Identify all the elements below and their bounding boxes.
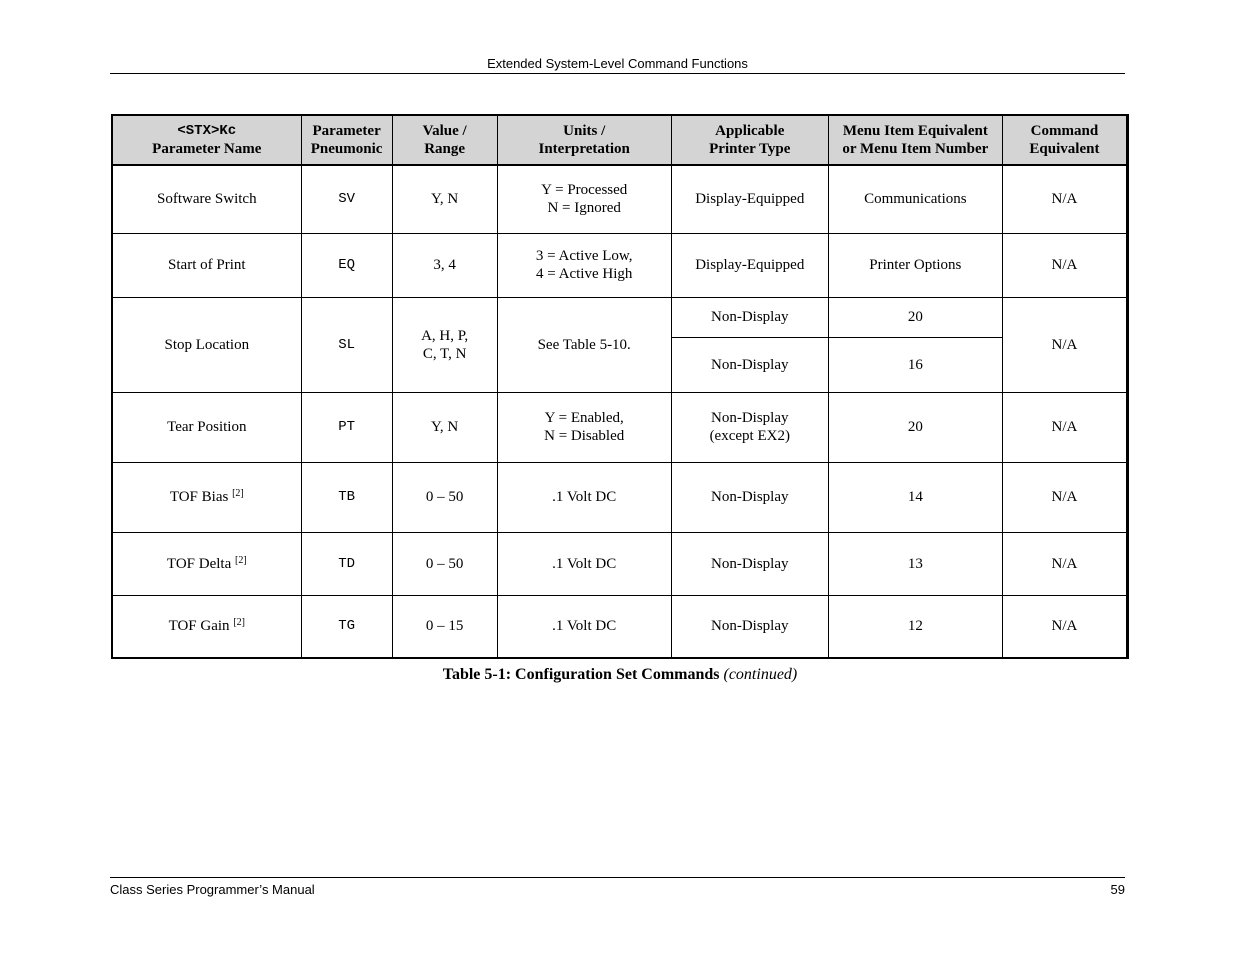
header-value-range: Value / Range	[392, 115, 497, 165]
cell-menu-item: 13	[828, 532, 1002, 595]
cell-command: N/A	[1002, 462, 1127, 532]
cell-menu-item: 20	[828, 297, 1002, 337]
header-parameter-name: <STX>Kc Parameter Name	[112, 115, 301, 165]
table-header-row	[112, 115, 1128, 165]
cell-command: N/A	[1002, 595, 1127, 658]
caption-suffix: (continued)	[723, 666, 798, 683]
cell-printer-type: Display-Equipped	[671, 165, 828, 233]
footnote-marker: [2]	[234, 554, 247, 566]
cell-value: Y, N	[392, 165, 497, 233]
cell-parameter-name: Stop Location	[112, 297, 301, 392]
cell-units: Y = Enabled, N = Disabled	[497, 392, 671, 462]
cell-command: N/A	[1002, 165, 1127, 233]
cell-parameter-name: TOF Gain [2]	[112, 595, 301, 658]
table-row	[112, 462, 1128, 532]
cell-value: 3, 4	[392, 233, 497, 297]
cell-value: 0 – 50	[392, 462, 497, 532]
cell-command: N/A	[1002, 392, 1127, 462]
header-units-interpretation: Units / Interpretation	[497, 115, 671, 165]
cell-units: Y = Processed N = Ignored	[497, 165, 671, 233]
table-caption	[111, 666, 1129, 684]
cell-pneumonic: TB	[301, 462, 392, 532]
cell-menu-item: Communications	[828, 165, 1002, 233]
page-footer	[110, 877, 1125, 897]
cell-value: 0 – 15	[392, 595, 497, 658]
table-row	[112, 165, 1128, 233]
cell-command: N/A	[1002, 297, 1127, 392]
cell-command: N/A	[1002, 532, 1127, 595]
header-command-equivalent: Command Equivalent	[1002, 115, 1127, 165]
cell-menu-item: 20	[828, 392, 1002, 462]
configuration-set-commands-table	[111, 114, 1129, 659]
cell-units: 3 = Active Low, 4 = Active High	[497, 233, 671, 297]
cell-menu-item: 14	[828, 462, 1002, 532]
footnote-marker: [2]	[233, 617, 245, 629]
page-header	[110, 56, 1125, 74]
cell-units: See Table 5-10.	[497, 297, 671, 392]
footer-title: Class Series Programmer’s Manual	[110, 882, 315, 897]
footnote-marker: [2]	[232, 488, 244, 499]
table-row	[112, 595, 1128, 658]
table-row	[112, 297, 1128, 337]
cell-units: .1 Volt DC	[497, 462, 671, 532]
cell-units: .1 Volt DC	[497, 595, 671, 658]
cell-parameter-name: TOF Delta [2]	[112, 532, 301, 595]
cell-value: A, H, P, C, T, N	[392, 297, 497, 392]
page-number: 59	[1110, 882, 1125, 897]
cell-command: N/A	[1002, 233, 1127, 297]
cell-value: Y, N	[392, 392, 497, 462]
cell-printer-type: Display-Equipped	[671, 233, 828, 297]
cell-printer-type: Non-Display	[671, 595, 828, 658]
cell-units: .1 Volt DC	[497, 532, 671, 595]
cell-parameter-name: TOF Bias [2]	[112, 462, 301, 532]
cell-menu-item: Printer Options	[828, 233, 1002, 297]
cell-value: 0 – 50	[392, 532, 497, 595]
header-menu-item-equivalent: Menu Item Equivalent or Menu Item Number	[828, 115, 1002, 165]
cell-pneumonic: SV	[301, 165, 392, 233]
cell-pneumonic: TG	[301, 595, 392, 658]
header-title: Extended System-Level Command Functions	[487, 56, 748, 71]
cell-pneumonic: EQ	[301, 233, 392, 297]
cell-pneumonic: TD	[301, 532, 392, 595]
cell-parameter-name: Tear Position	[112, 392, 301, 462]
cell-printer-type: Non-Display (except EX2)	[671, 392, 828, 462]
cell-pneumonic: SL	[301, 297, 392, 392]
table-row	[112, 392, 1128, 462]
cell-printer-type: Non-Display	[671, 297, 828, 337]
table-row	[112, 233, 1128, 297]
table-row	[112, 532, 1128, 595]
header-parameter-pneumonic: Parameter Pneumonic	[301, 115, 392, 165]
cell-parameter-name: Start of Print	[112, 233, 301, 297]
cell-printer-type: Non-Display	[671, 337, 828, 392]
cell-menu-item: 16	[828, 337, 1002, 392]
caption-main: Table 5-1: Configuration Set Commands	[442, 666, 720, 683]
cell-menu-item: 12	[828, 595, 1002, 658]
cell-parameter-name: Software Switch	[112, 165, 301, 233]
header-applicable-printer-type: Applicable Printer Type	[671, 115, 828, 165]
cell-printer-type: Non-Display	[671, 462, 828, 532]
cell-pneumonic: PT	[301, 392, 392, 462]
cell-printer-type: Non-Display	[671, 532, 828, 595]
